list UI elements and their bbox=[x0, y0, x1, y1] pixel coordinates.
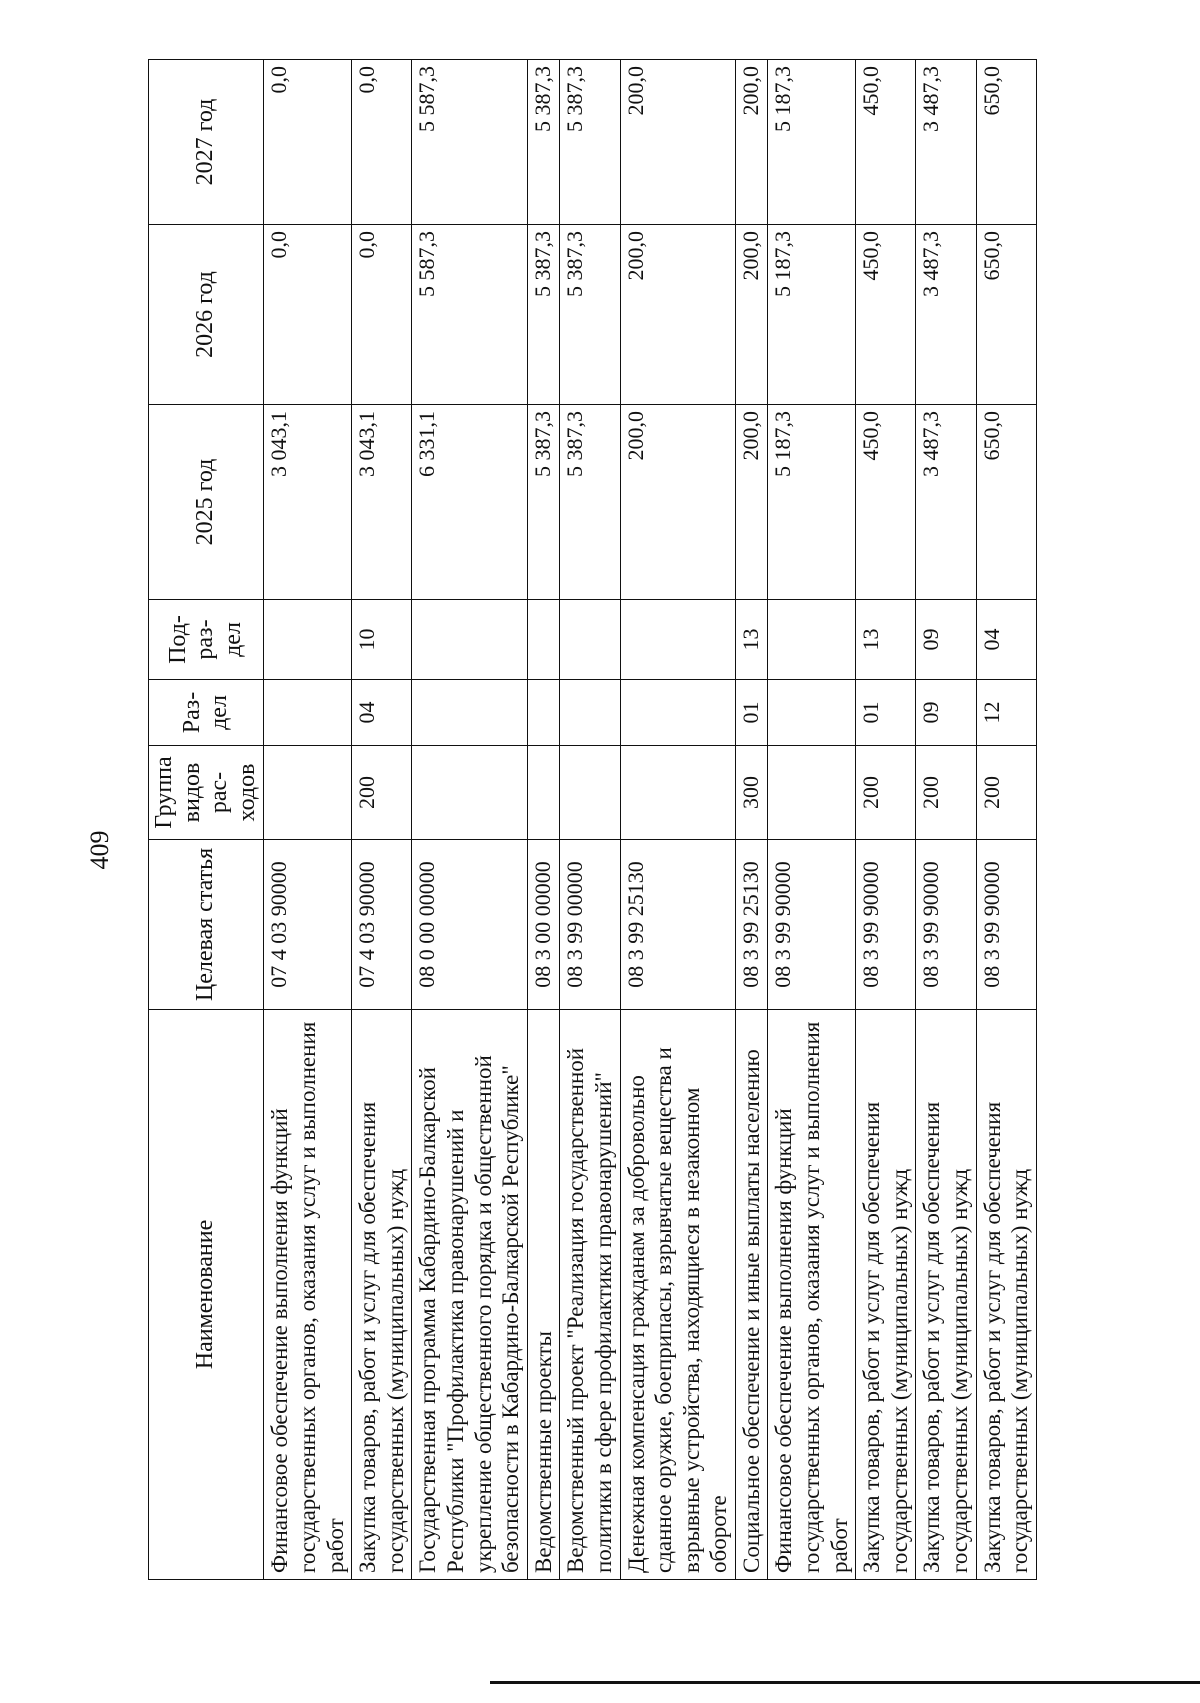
row-name: Закупка товаров, работ и услуг для обеспечения государственных (муниципальных) нужд bbox=[352, 1010, 412, 1580]
row-2025: 5 187,3 bbox=[768, 405, 856, 600]
header-name: Наименование bbox=[149, 1010, 264, 1580]
row-2026: 200,0 bbox=[735, 225, 768, 405]
table-row bbox=[976, 60, 1036, 1580]
row-2025: 200,0 bbox=[735, 405, 768, 600]
row-2026: 5 387,3 bbox=[527, 225, 560, 405]
row-section bbox=[527, 680, 560, 746]
row-2027: 0,0 bbox=[264, 60, 352, 225]
row-section: 12 bbox=[976, 680, 1036, 746]
row-2026: 5 387,3 bbox=[560, 225, 620, 405]
row-group: 200 bbox=[856, 746, 916, 840]
header-group: Группа видов рас-ходов bbox=[149, 746, 264, 840]
table-row bbox=[412, 60, 527, 1580]
table-row bbox=[264, 60, 352, 1580]
row-2026: 0,0 bbox=[352, 225, 412, 405]
row-group bbox=[560, 746, 620, 840]
budget-table bbox=[148, 59, 1037, 1580]
row-target: 07 4 03 90000 bbox=[264, 840, 352, 1010]
rotated-table-frame bbox=[148, 60, 1032, 1580]
row-2027: 0,0 bbox=[352, 60, 412, 225]
row-name: Финансовое обеспечение выполнения функций государственных органов, оказания услуг и выполнения работ bbox=[768, 1010, 856, 1580]
row-name: Ведомственные проекты bbox=[527, 1010, 560, 1580]
row-target: 08 3 99 90000 bbox=[856, 840, 916, 1010]
row-group bbox=[620, 746, 735, 840]
row-section bbox=[264, 680, 352, 746]
row-name: Социальное обеспечение и иные выплаты населению bbox=[735, 1010, 768, 1580]
row-2026: 5 587,3 bbox=[412, 225, 527, 405]
row-subsection: 09 bbox=[916, 600, 976, 680]
table-header-row bbox=[149, 60, 264, 1580]
row-2027: 200,0 bbox=[620, 60, 735, 225]
header-2025: 2025 год bbox=[149, 405, 264, 600]
row-section bbox=[620, 680, 735, 746]
row-target: 08 3 99 90000 bbox=[976, 840, 1036, 1010]
row-2025: 650,0 bbox=[976, 405, 1036, 600]
row-2026: 200,0 bbox=[620, 225, 735, 405]
row-2025: 3 043,1 bbox=[264, 405, 352, 600]
row-group bbox=[768, 746, 856, 840]
row-target: 08 3 99 00000 bbox=[560, 840, 620, 1010]
row-section bbox=[560, 680, 620, 746]
header-2027: 2027 год bbox=[149, 60, 264, 225]
row-group: 200 bbox=[916, 746, 976, 840]
row-2025: 5 387,3 bbox=[560, 405, 620, 600]
table-row bbox=[916, 60, 976, 1580]
row-section: 04 bbox=[352, 680, 412, 746]
table-row bbox=[620, 60, 735, 1580]
table-row bbox=[352, 60, 412, 1580]
row-subsection: 13 bbox=[735, 600, 768, 680]
row-target: 08 3 99 25130 bbox=[735, 840, 768, 1010]
table-row bbox=[768, 60, 856, 1580]
row-subsection: 13 bbox=[856, 600, 916, 680]
row-group bbox=[264, 746, 352, 840]
row-2026: 450,0 bbox=[856, 225, 916, 405]
row-2025: 5 387,3 bbox=[527, 405, 560, 600]
row-2027: 450,0 bbox=[856, 60, 916, 225]
row-target: 08 0 00 00000 bbox=[412, 840, 527, 1010]
row-name: Финансовое обеспечение выполнения функций государственных органов, оказания услуг и выполнения работ bbox=[264, 1010, 352, 1580]
row-group: 300 bbox=[735, 746, 768, 840]
row-2026: 3 487,3 bbox=[916, 225, 976, 405]
header-subsection: Под-раз-дел bbox=[149, 600, 264, 680]
row-2026: 650,0 bbox=[976, 225, 1036, 405]
row-subsection bbox=[527, 600, 560, 680]
table-row bbox=[735, 60, 768, 1580]
row-name: Государственная программа Кабардино-Балкарской Республики "Профилактика правонарушений и укрепление общественного порядка и общественной безопасности в Кабардино-Балкарской Республике" bbox=[412, 1010, 527, 1580]
row-2027: 650,0 bbox=[976, 60, 1036, 225]
row-2027: 5 387,3 bbox=[527, 60, 560, 225]
row-subsection: 04 bbox=[976, 600, 1036, 680]
row-section: 01 bbox=[856, 680, 916, 746]
row-target: 07 4 03 90000 bbox=[352, 840, 412, 1010]
row-target: 08 3 99 90000 bbox=[768, 840, 856, 1010]
row-subsection bbox=[560, 600, 620, 680]
row-2026: 5 187,3 bbox=[768, 225, 856, 405]
row-name: Ведомственный проект "Реализация государственной политики в сфере профилактики правонарушений" bbox=[560, 1010, 620, 1580]
row-2025: 450,0 bbox=[856, 405, 916, 600]
header-section: Раз-дел bbox=[149, 680, 264, 746]
row-subsection bbox=[412, 600, 527, 680]
row-target: 08 3 00 00000 bbox=[527, 840, 560, 1010]
page-number: 409 bbox=[85, 830, 114, 870]
row-2025: 3 487,3 bbox=[916, 405, 976, 600]
row-name: Денежная компенсация гражданам за добровольно сданное оружие, боеприпасы, взрывчатые вещества и взрывные устройства, находящиеся в незаконном обороте bbox=[620, 1010, 735, 1580]
row-2027: 200,0 bbox=[735, 60, 768, 225]
row-subsection bbox=[620, 600, 735, 680]
row-name: Закупка товаров, работ и услуг для обеспечения государственных (муниципальных) нужд bbox=[856, 1010, 916, 1580]
row-group: 200 bbox=[352, 746, 412, 840]
row-2026: 0,0 bbox=[264, 225, 352, 405]
row-target: 08 3 99 90000 bbox=[916, 840, 976, 1010]
row-group bbox=[527, 746, 560, 840]
table-row bbox=[856, 60, 916, 1580]
row-2025: 3 043,1 bbox=[352, 405, 412, 600]
row-2025: 6 331,1 bbox=[412, 405, 527, 600]
row-subsection bbox=[264, 600, 352, 680]
row-group: 200 bbox=[976, 746, 1036, 840]
row-2027: 5 587,3 bbox=[412, 60, 527, 225]
row-section bbox=[412, 680, 527, 746]
table-row bbox=[527, 60, 560, 1580]
row-group bbox=[412, 746, 527, 840]
row-target: 08 3 99 25130 bbox=[620, 840, 735, 1010]
header-2026: 2026 год bbox=[149, 225, 264, 405]
row-2027: 3 487,3 bbox=[916, 60, 976, 225]
row-section: 01 bbox=[735, 680, 768, 746]
row-subsection bbox=[768, 600, 856, 680]
table-row bbox=[560, 60, 620, 1580]
header-target: Целевая статья bbox=[149, 840, 264, 1010]
row-section: 09 bbox=[916, 680, 976, 746]
row-section bbox=[768, 680, 856, 746]
row-name: Закупка товаров, работ и услуг для обеспечения государственных (муниципальных) нужд bbox=[916, 1010, 976, 1580]
row-subsection: 10 bbox=[352, 600, 412, 680]
row-2025: 200,0 bbox=[620, 405, 735, 600]
row-2027: 5 187,3 bbox=[768, 60, 856, 225]
bottom-rule bbox=[490, 1681, 1200, 1684]
row-name: Закупка товаров, работ и услуг для обеспечения государственных (муниципальных) нужд bbox=[976, 1010, 1036, 1580]
row-2027: 5 387,3 bbox=[560, 60, 620, 225]
table-container bbox=[148, 60, 1032, 1580]
